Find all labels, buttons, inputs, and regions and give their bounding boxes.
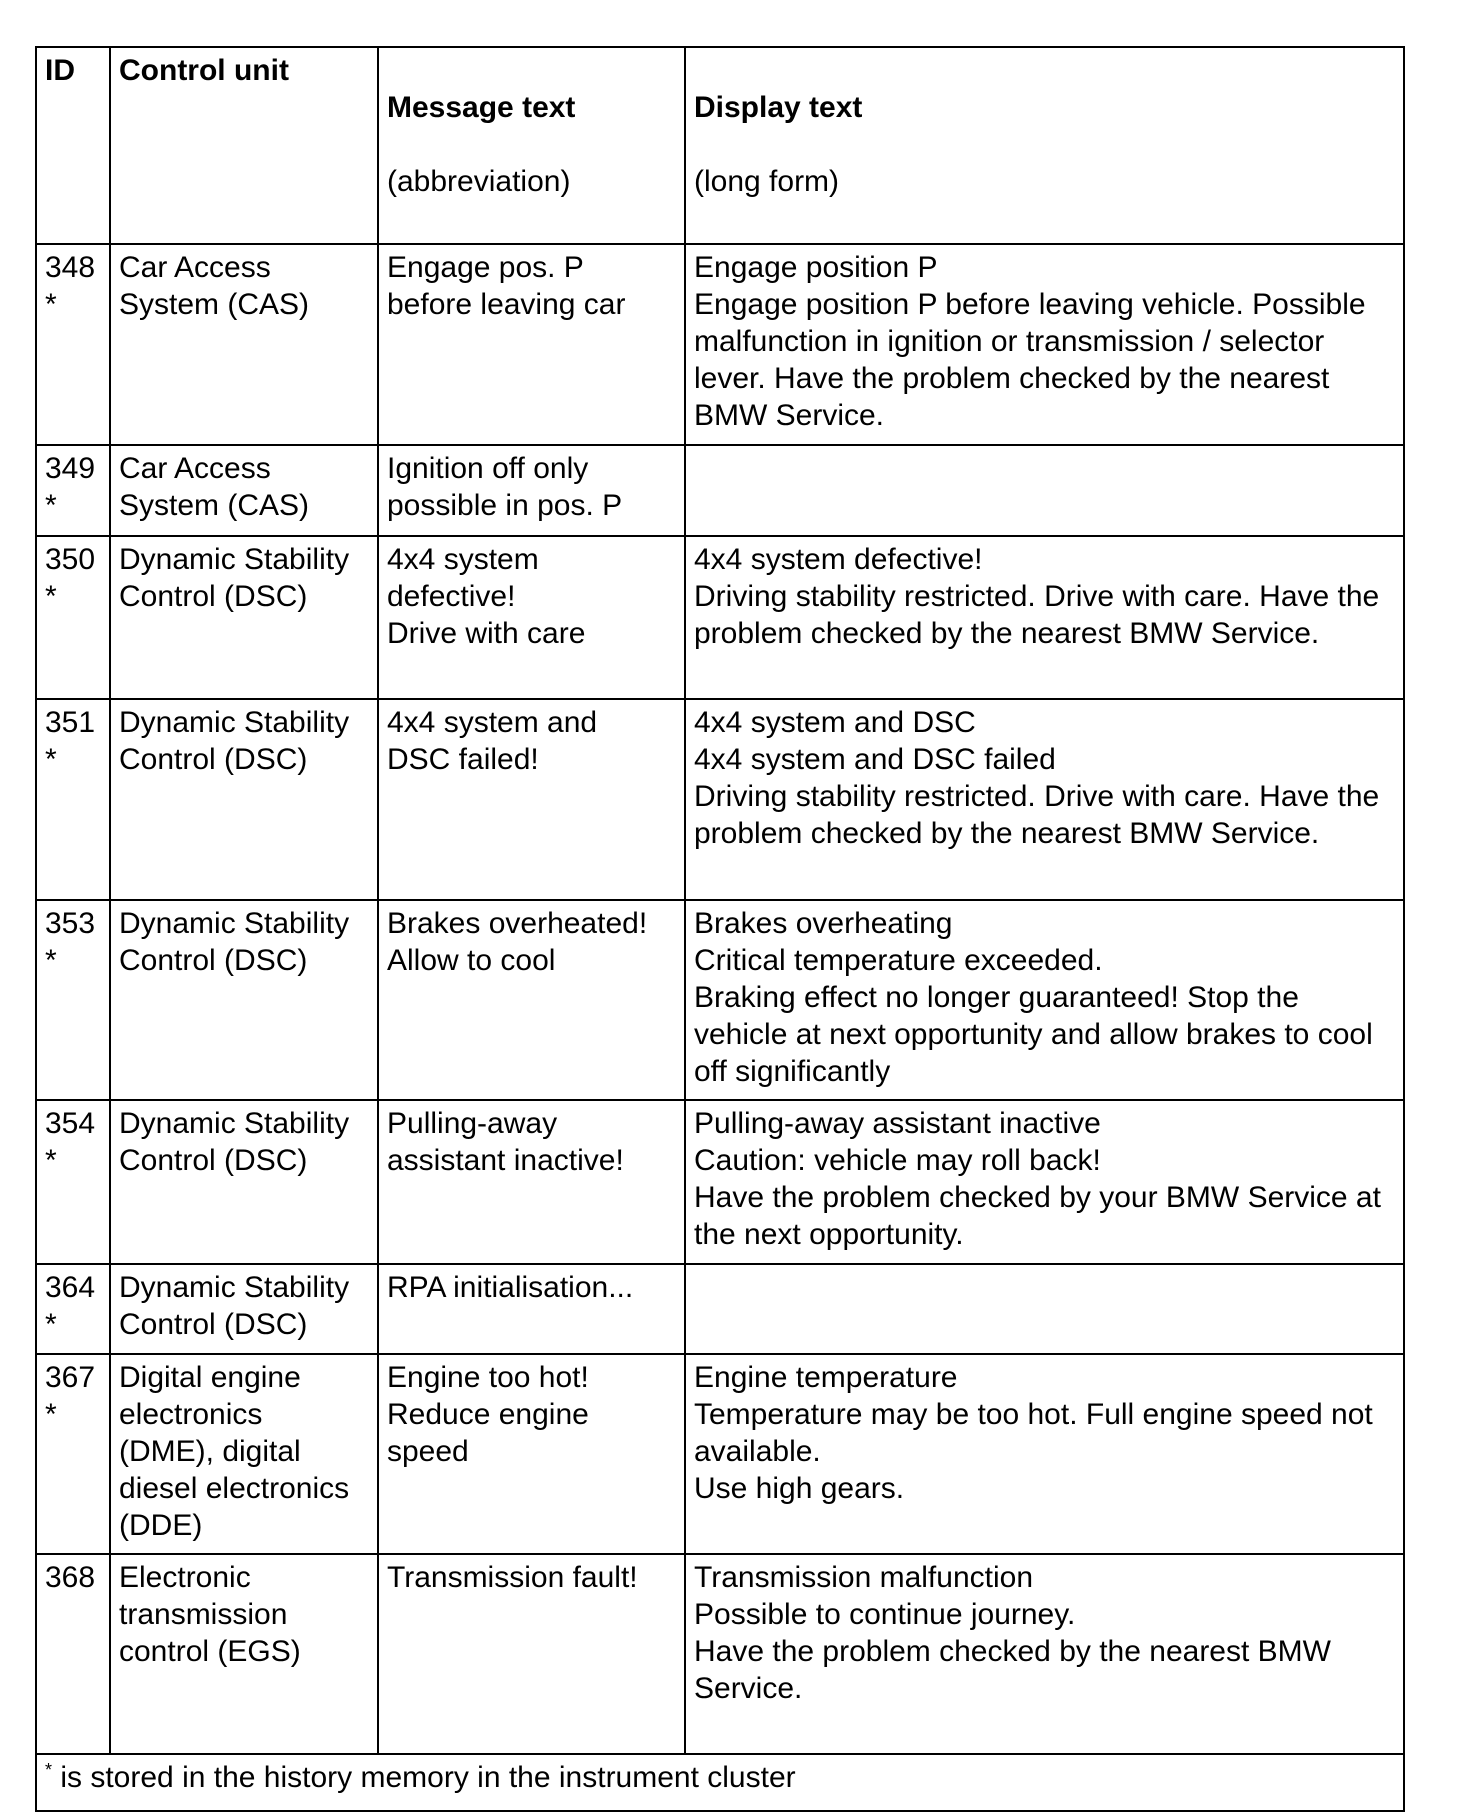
row-message: 4x4 system and DSC failed! (378, 699, 685, 900)
row-id: 354 * (36, 1100, 110, 1264)
footnote-marker: * (45, 1760, 53, 1780)
table-row (36, 1100, 1404, 1264)
row-display: 4x4 system defective! Driving stability restricted. Drive with care. Have the problem checked by the nearest BMW Service. (685, 536, 1404, 699)
row-id: 351 * (36, 699, 110, 900)
row-message: Engine too hot! Reduce engine speed (378, 1354, 685, 1554)
row-message: Pulling-away assistant inactive! (378, 1100, 685, 1264)
row-message: 4x4 system defective! Drive with care (378, 536, 685, 699)
row-display: Transmission malfunction Possible to continue journey. Have the problem checked by the nearest BMW Service. (685, 1554, 1404, 1754)
table-row (36, 1354, 1404, 1554)
row-display: Pulling-away assistant inactive Caution: vehicle may roll back! Have the problem checked by your BMW Service at the next opportunity. (685, 1100, 1404, 1264)
row-control-unit: Dynamic Stability Control (DSC) (110, 1100, 378, 1264)
row-id: 364 * (36, 1264, 110, 1354)
message-table (35, 46, 1405, 1812)
row-display (685, 445, 1404, 536)
row-display: 4x4 system and DSC 4x4 system and DSC failed Driving stability restricted. Drive with care. Have the problem checked by the nearest BMW Service. (685, 699, 1404, 900)
row-message: Engage pos. P before leaving car (378, 244, 685, 445)
row-message: Ignition off only possible in pos. P (378, 445, 685, 536)
header-display-main: Display text (694, 91, 863, 124)
header-message-main: Message text (387, 91, 576, 124)
footnote-row (36, 1754, 1404, 1811)
table-row (36, 244, 1404, 445)
table-row (36, 1554, 1404, 1754)
row-control-unit: Digital engine electronics (DME), digital diesel electronics (DDE) (110, 1354, 378, 1554)
row-display: Engage position P Engage position P before leaving vehicle. Possible malfunction in ignition or transmission / selector lever. Have the problem checked by the nearest BMW Service. (685, 244, 1404, 445)
table-row (36, 699, 1404, 900)
row-id: 368 (36, 1554, 110, 1754)
row-id: 348 * (36, 244, 110, 445)
footnote (36, 1754, 1404, 1811)
header-control-unit: Control unit (110, 47, 378, 244)
row-message: RPA initialisation... (378, 1264, 685, 1354)
row-control-unit: Dynamic Stability Control (DSC) (110, 900, 378, 1100)
table-row (36, 1264, 1404, 1354)
table-row (36, 536, 1404, 699)
table-row (36, 445, 1404, 536)
row-id: 353 * (36, 900, 110, 1100)
header-id: ID (36, 47, 110, 244)
row-message: Brakes overheated! Allow to cool (378, 900, 685, 1100)
row-control-unit: Car Access System (CAS) (110, 445, 378, 536)
row-id: 349 * (36, 445, 110, 536)
row-control-unit: Dynamic Stability Control (DSC) (110, 536, 378, 699)
row-control-unit: Electronic transmission control (EGS) (110, 1554, 378, 1754)
table-row (36, 900, 1404, 1100)
row-control-unit: Dynamic Stability Control (DSC) (110, 1264, 378, 1354)
header-message-text (378, 47, 685, 244)
header-display-text (685, 47, 1404, 244)
row-display (685, 1264, 1404, 1354)
header-row (36, 47, 1404, 244)
row-display: Engine temperature Temperature may be too hot. Full engine speed not available. Use high gears. (685, 1354, 1404, 1554)
footnote-text: is stored in the history memory in the instrument cluster (52, 1761, 796, 1794)
header-display-sub: (long form) (694, 165, 840, 198)
row-id: 367 * (36, 1354, 110, 1554)
row-control-unit: Dynamic Stability Control (DSC) (110, 699, 378, 900)
row-id: 350 * (36, 536, 110, 699)
header-message-sub: (abbreviation) (387, 165, 571, 198)
row-display: Brakes overheating Critical temperature exceeded. Braking effect no longer guaranteed! Stop the vehicle at next opportunity and allow brakes to cool off significantly (685, 900, 1404, 1100)
row-control-unit: Car Access System (CAS) (110, 244, 378, 445)
row-message: Transmission fault! (378, 1554, 685, 1754)
